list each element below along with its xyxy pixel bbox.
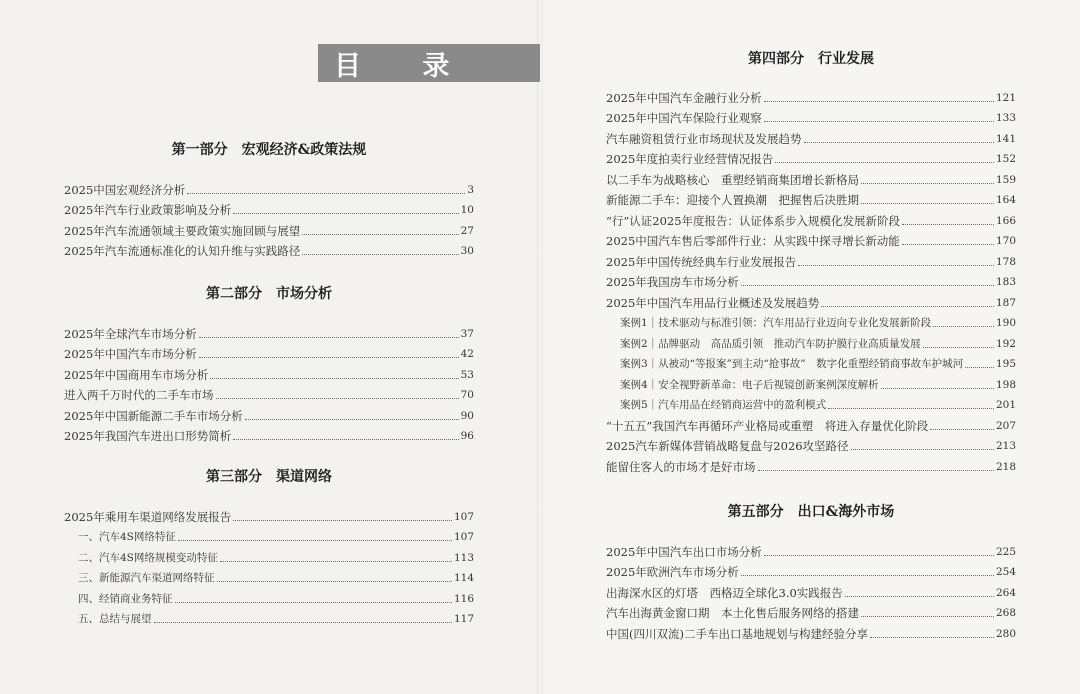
page-number: 192 bbox=[995, 337, 1016, 350]
toc-subentry[interactable] bbox=[606, 330, 1016, 351]
toc-entry[interactable] bbox=[606, 559, 1016, 580]
toc-section-5 bbox=[606, 502, 1016, 641]
entry-title: 以二手车为战略核心 重塑经销商集团增长新格局 bbox=[606, 172, 859, 187]
toc-entry[interactable] bbox=[606, 166, 1016, 187]
entry-title: 案例1｜技术驱动与标准引领：汽车用品行业迈向专业化发展新阶段 bbox=[620, 317, 932, 329]
page-number: 198 bbox=[995, 378, 1016, 391]
dot-leader bbox=[804, 142, 994, 143]
entry-title: 2025中国汽车售后零部件行业：从实践中探寻增长新动能 bbox=[606, 234, 900, 248]
toc-entry[interactable] bbox=[64, 217, 474, 238]
dot-leader bbox=[902, 224, 994, 225]
dot-leader bbox=[210, 378, 458, 379]
page-number: 201 bbox=[995, 399, 1016, 411]
page-number: 152 bbox=[995, 153, 1016, 165]
page-number: 280 bbox=[995, 627, 1016, 640]
toc-entry[interactable] bbox=[606, 412, 1016, 433]
page-number: 170 bbox=[995, 235, 1016, 247]
page-number: 121 bbox=[995, 91, 1016, 104]
dot-leader bbox=[233, 439, 458, 440]
toc-entry[interactable] bbox=[606, 146, 1016, 167]
entry-list bbox=[606, 538, 1016, 641]
page-number: 164 bbox=[995, 194, 1016, 206]
dot-leader bbox=[775, 162, 994, 163]
entry-list bbox=[64, 176, 474, 258]
page-number: 10 bbox=[460, 204, 474, 216]
dot-leader bbox=[187, 193, 465, 194]
page-number: 133 bbox=[995, 112, 1016, 124]
dot-leader bbox=[851, 449, 994, 450]
entry-list bbox=[64, 503, 474, 626]
page-number: 195 bbox=[995, 358, 1016, 370]
toc-entry[interactable] bbox=[606, 207, 1016, 228]
toc-subentry[interactable] bbox=[64, 544, 474, 565]
page-number: 114 bbox=[453, 572, 474, 584]
page-number: 70 bbox=[460, 389, 474, 401]
page-number: 107 bbox=[453, 531, 474, 543]
entry-title: 新能源二手车：迎接个人置换潮 把握售后决胜期 bbox=[606, 193, 859, 207]
dot-leader bbox=[199, 337, 459, 338]
entry-title: 2025年汽车行业政策影响及分析 bbox=[64, 203, 232, 217]
dot-leader bbox=[764, 121, 994, 122]
section-heading: 第五部分 出口&海外市场 bbox=[727, 504, 895, 520]
page-number: 268 bbox=[995, 607, 1016, 619]
page-number: 117 bbox=[453, 613, 474, 625]
page-number: 113 bbox=[453, 551, 474, 564]
page-number: 90 bbox=[460, 409, 474, 422]
dot-leader bbox=[233, 520, 452, 521]
toc-entry[interactable] bbox=[64, 423, 474, 444]
section-heading: 第一部分 宏观经济&政策法规 bbox=[171, 142, 367, 158]
toc-entry[interactable] bbox=[64, 197, 474, 218]
toc-subentry[interactable] bbox=[606, 351, 1016, 372]
dot-leader bbox=[930, 429, 994, 430]
toc-entry[interactable] bbox=[606, 538, 1016, 559]
dot-leader bbox=[764, 101, 994, 102]
page-number: 190 bbox=[995, 317, 1016, 329]
toc-subentry[interactable] bbox=[606, 310, 1016, 331]
page-number: 218 bbox=[995, 460, 1016, 473]
toc-subentry[interactable] bbox=[64, 585, 474, 606]
toc-entry[interactable] bbox=[64, 361, 474, 382]
toc-entry[interactable] bbox=[606, 125, 1016, 146]
entry-title: 2025中国宏观经济分析 bbox=[64, 182, 186, 197]
entry-title: “行”认证2025年度报告：认证体系步入规模化发展新阶段 bbox=[606, 213, 901, 228]
toc-entry[interactable] bbox=[64, 503, 474, 524]
dot-leader bbox=[175, 602, 452, 603]
dot-leader bbox=[154, 622, 452, 623]
dot-leader bbox=[741, 285, 994, 286]
dot-leader bbox=[199, 357, 459, 358]
entry-title: 案例3｜从被动“等报案”到主动“抢事故” 数字化重塑经销商事故车护城河 bbox=[620, 358, 964, 370]
dot-leader bbox=[216, 398, 459, 399]
entry-title: 2025年汽车流通领域主要政策实施回顾与展望 bbox=[64, 223, 301, 238]
page-number: 3 bbox=[467, 183, 474, 196]
toc-entry[interactable] bbox=[64, 382, 474, 403]
page-number: 183 bbox=[995, 276, 1016, 288]
entry-title: 汽车出海黄金窗口期 本土化售后服务网络的搭建 bbox=[606, 606, 859, 620]
dot-leader bbox=[821, 306, 994, 307]
entry-title: 2025年中国新能源二手车市场分析 bbox=[64, 408, 243, 423]
entry-title: 2025年我国房车市场分析 bbox=[606, 275, 739, 289]
dot-leader bbox=[220, 561, 452, 562]
entry-title: 2025年欧洲汽车市场分析 bbox=[606, 565, 739, 579]
dot-leader bbox=[845, 596, 994, 597]
toc-entry[interactable] bbox=[606, 248, 1016, 269]
toc-entry[interactable] bbox=[606, 187, 1016, 208]
page-number: 254 bbox=[995, 566, 1016, 578]
toc-subentry[interactable] bbox=[64, 524, 474, 545]
page-number: 207 bbox=[995, 419, 1016, 432]
page-number: 37 bbox=[460, 327, 474, 340]
book-spine bbox=[537, 0, 543, 694]
page-number: 178 bbox=[995, 255, 1016, 268]
dot-leader bbox=[861, 203, 994, 204]
entry-title: 案例4｜安全视野新革命：电子后视镜创新案例深度解析 bbox=[620, 378, 879, 391]
toc-entry[interactable] bbox=[606, 453, 1016, 474]
page-number: 225 bbox=[995, 545, 1016, 558]
entry-title: 案例5｜汽车用品在经销商运营中的盈利模式 bbox=[620, 399, 827, 411]
toc-subentry[interactable] bbox=[606, 371, 1016, 392]
entry-title: 2025年汽车流通标准化的认知升维与实践路径 bbox=[64, 244, 301, 258]
page-number: 107 bbox=[453, 510, 474, 523]
entry-title: 五、总结与展望 bbox=[78, 613, 152, 625]
dot-leader bbox=[902, 244, 994, 245]
page-number: 53 bbox=[460, 368, 474, 381]
toc-entry[interactable] bbox=[606, 579, 1016, 600]
toc-entry[interactable] bbox=[64, 402, 474, 423]
toc-subentry[interactable] bbox=[64, 606, 474, 627]
dot-leader bbox=[923, 347, 994, 348]
dot-leader bbox=[861, 183, 994, 184]
page-number: 213 bbox=[995, 440, 1016, 452]
page-number: 187 bbox=[995, 296, 1016, 309]
page-number: 264 bbox=[995, 586, 1016, 599]
dot-leader bbox=[870, 637, 994, 638]
toc-section-1 bbox=[64, 140, 474, 258]
toc-section-4 bbox=[606, 49, 1016, 474]
toc-section-2 bbox=[64, 284, 474, 443]
toc-entry[interactable] bbox=[64, 176, 474, 197]
dot-leader bbox=[861, 616, 994, 617]
entry-title: 2025年中国汽车金融行业分析 bbox=[606, 90, 762, 105]
entry-list bbox=[606, 84, 1016, 474]
toc-section-3 bbox=[64, 467, 474, 626]
dot-leader bbox=[828, 408, 994, 409]
entry-title: 能留住客人的市场才是好市场 bbox=[606, 459, 756, 474]
entry-title: 进入两千万时代的二手车市场 bbox=[64, 388, 214, 402]
entry-title: 四、经销商业务特征 bbox=[78, 592, 173, 605]
entry-list bbox=[64, 320, 474, 443]
toc-entry[interactable] bbox=[606, 84, 1016, 105]
dot-leader bbox=[178, 540, 452, 541]
entry-title: 2025年中国商用车市场分析 bbox=[64, 367, 209, 382]
dot-leader bbox=[965, 367, 994, 368]
page-number: 96 bbox=[460, 430, 474, 442]
toc-title: 目 录 bbox=[318, 44, 540, 82]
entry-title: 2025汽车新媒体营销战略复盘与2026攻坚路径 bbox=[606, 439, 849, 453]
entry-title: 中国(四川双流)二手车出口基地规划与构建经验分享 bbox=[606, 626, 868, 641]
section-heading: 第二部分 市场分析 bbox=[206, 286, 332, 302]
toc-entry[interactable] bbox=[606, 228, 1016, 249]
entry-title: 2025年中国汽车市场分析 bbox=[64, 347, 197, 361]
page-number: 116 bbox=[453, 592, 474, 605]
page-number: 141 bbox=[995, 132, 1016, 145]
dot-leader bbox=[881, 388, 994, 389]
dot-leader bbox=[933, 326, 994, 327]
entry-title: 2025年中国汽车用品行业概述及发展趋势 bbox=[606, 295, 820, 310]
entry-title: “十五五”我国汽车再循环产业格局或重塑 将进入存量优化阶段 bbox=[606, 418, 929, 433]
page-number: 27 bbox=[460, 224, 474, 237]
entry-title: 2025年乘用车渠道网络发展报告 bbox=[64, 509, 232, 524]
dot-leader bbox=[764, 555, 994, 556]
entry-title: 2025年我国汽车进出口形势简析 bbox=[64, 429, 232, 443]
toc-entry[interactable] bbox=[606, 620, 1016, 641]
toc-entry[interactable] bbox=[606, 269, 1016, 290]
dot-leader bbox=[798, 265, 994, 266]
dot-leader bbox=[302, 234, 458, 235]
toc-entry[interactable] bbox=[64, 341, 474, 362]
toc-subentry[interactable] bbox=[606, 392, 1016, 413]
entry-title: 2025年全球汽车市场分析 bbox=[64, 326, 197, 341]
dot-leader bbox=[245, 419, 459, 420]
entry-title: 2025年中国传统经典车行业发展报告 bbox=[606, 254, 797, 269]
page-number: 30 bbox=[460, 245, 474, 257]
toc-entry[interactable] bbox=[606, 600, 1016, 621]
toc-entry[interactable] bbox=[606, 105, 1016, 126]
dot-leader bbox=[302, 254, 458, 255]
entry-title: 2025年度拍卖行业经营情况报告 bbox=[606, 152, 774, 166]
dot-leader bbox=[741, 575, 994, 576]
section-heading: 第四部分 行业发展 bbox=[748, 51, 874, 67]
toc-entry[interactable] bbox=[606, 289, 1016, 310]
dot-leader bbox=[233, 213, 458, 214]
toc-entry[interactable] bbox=[606, 433, 1016, 454]
toc-subentry[interactable] bbox=[64, 565, 474, 586]
entry-title: 2025年中国汽车出口市场分析 bbox=[606, 544, 762, 559]
entry-title: 2025年中国汽车保险行业观察 bbox=[606, 111, 762, 125]
dot-leader bbox=[217, 581, 452, 582]
entry-title: 出海深水区的灯塔 西格迈全球化3.0实践报告 bbox=[606, 585, 843, 600]
entry-title: 二、汽车4S网络规模变动特征 bbox=[78, 551, 218, 564]
entry-title: 案例2｜品牌驱动 高品质引领 推动汽车防护膜行业高质量发展 bbox=[620, 337, 921, 350]
entry-title: 汽车融资租赁行业市场现状及发展趋势 bbox=[606, 131, 802, 146]
toc-entry[interactable] bbox=[64, 320, 474, 341]
page-number: 166 bbox=[995, 214, 1016, 227]
page-number: 42 bbox=[460, 348, 474, 360]
entry-title: 三、新能源汽车渠道网络特征 bbox=[78, 572, 215, 584]
section-heading: 第三部分 渠道网络 bbox=[206, 469, 332, 485]
dot-leader bbox=[758, 470, 994, 471]
entry-title: 一、汽车4S网络特征 bbox=[78, 531, 176, 543]
toc-entry[interactable] bbox=[64, 238, 474, 259]
page-number: 159 bbox=[995, 173, 1016, 186]
